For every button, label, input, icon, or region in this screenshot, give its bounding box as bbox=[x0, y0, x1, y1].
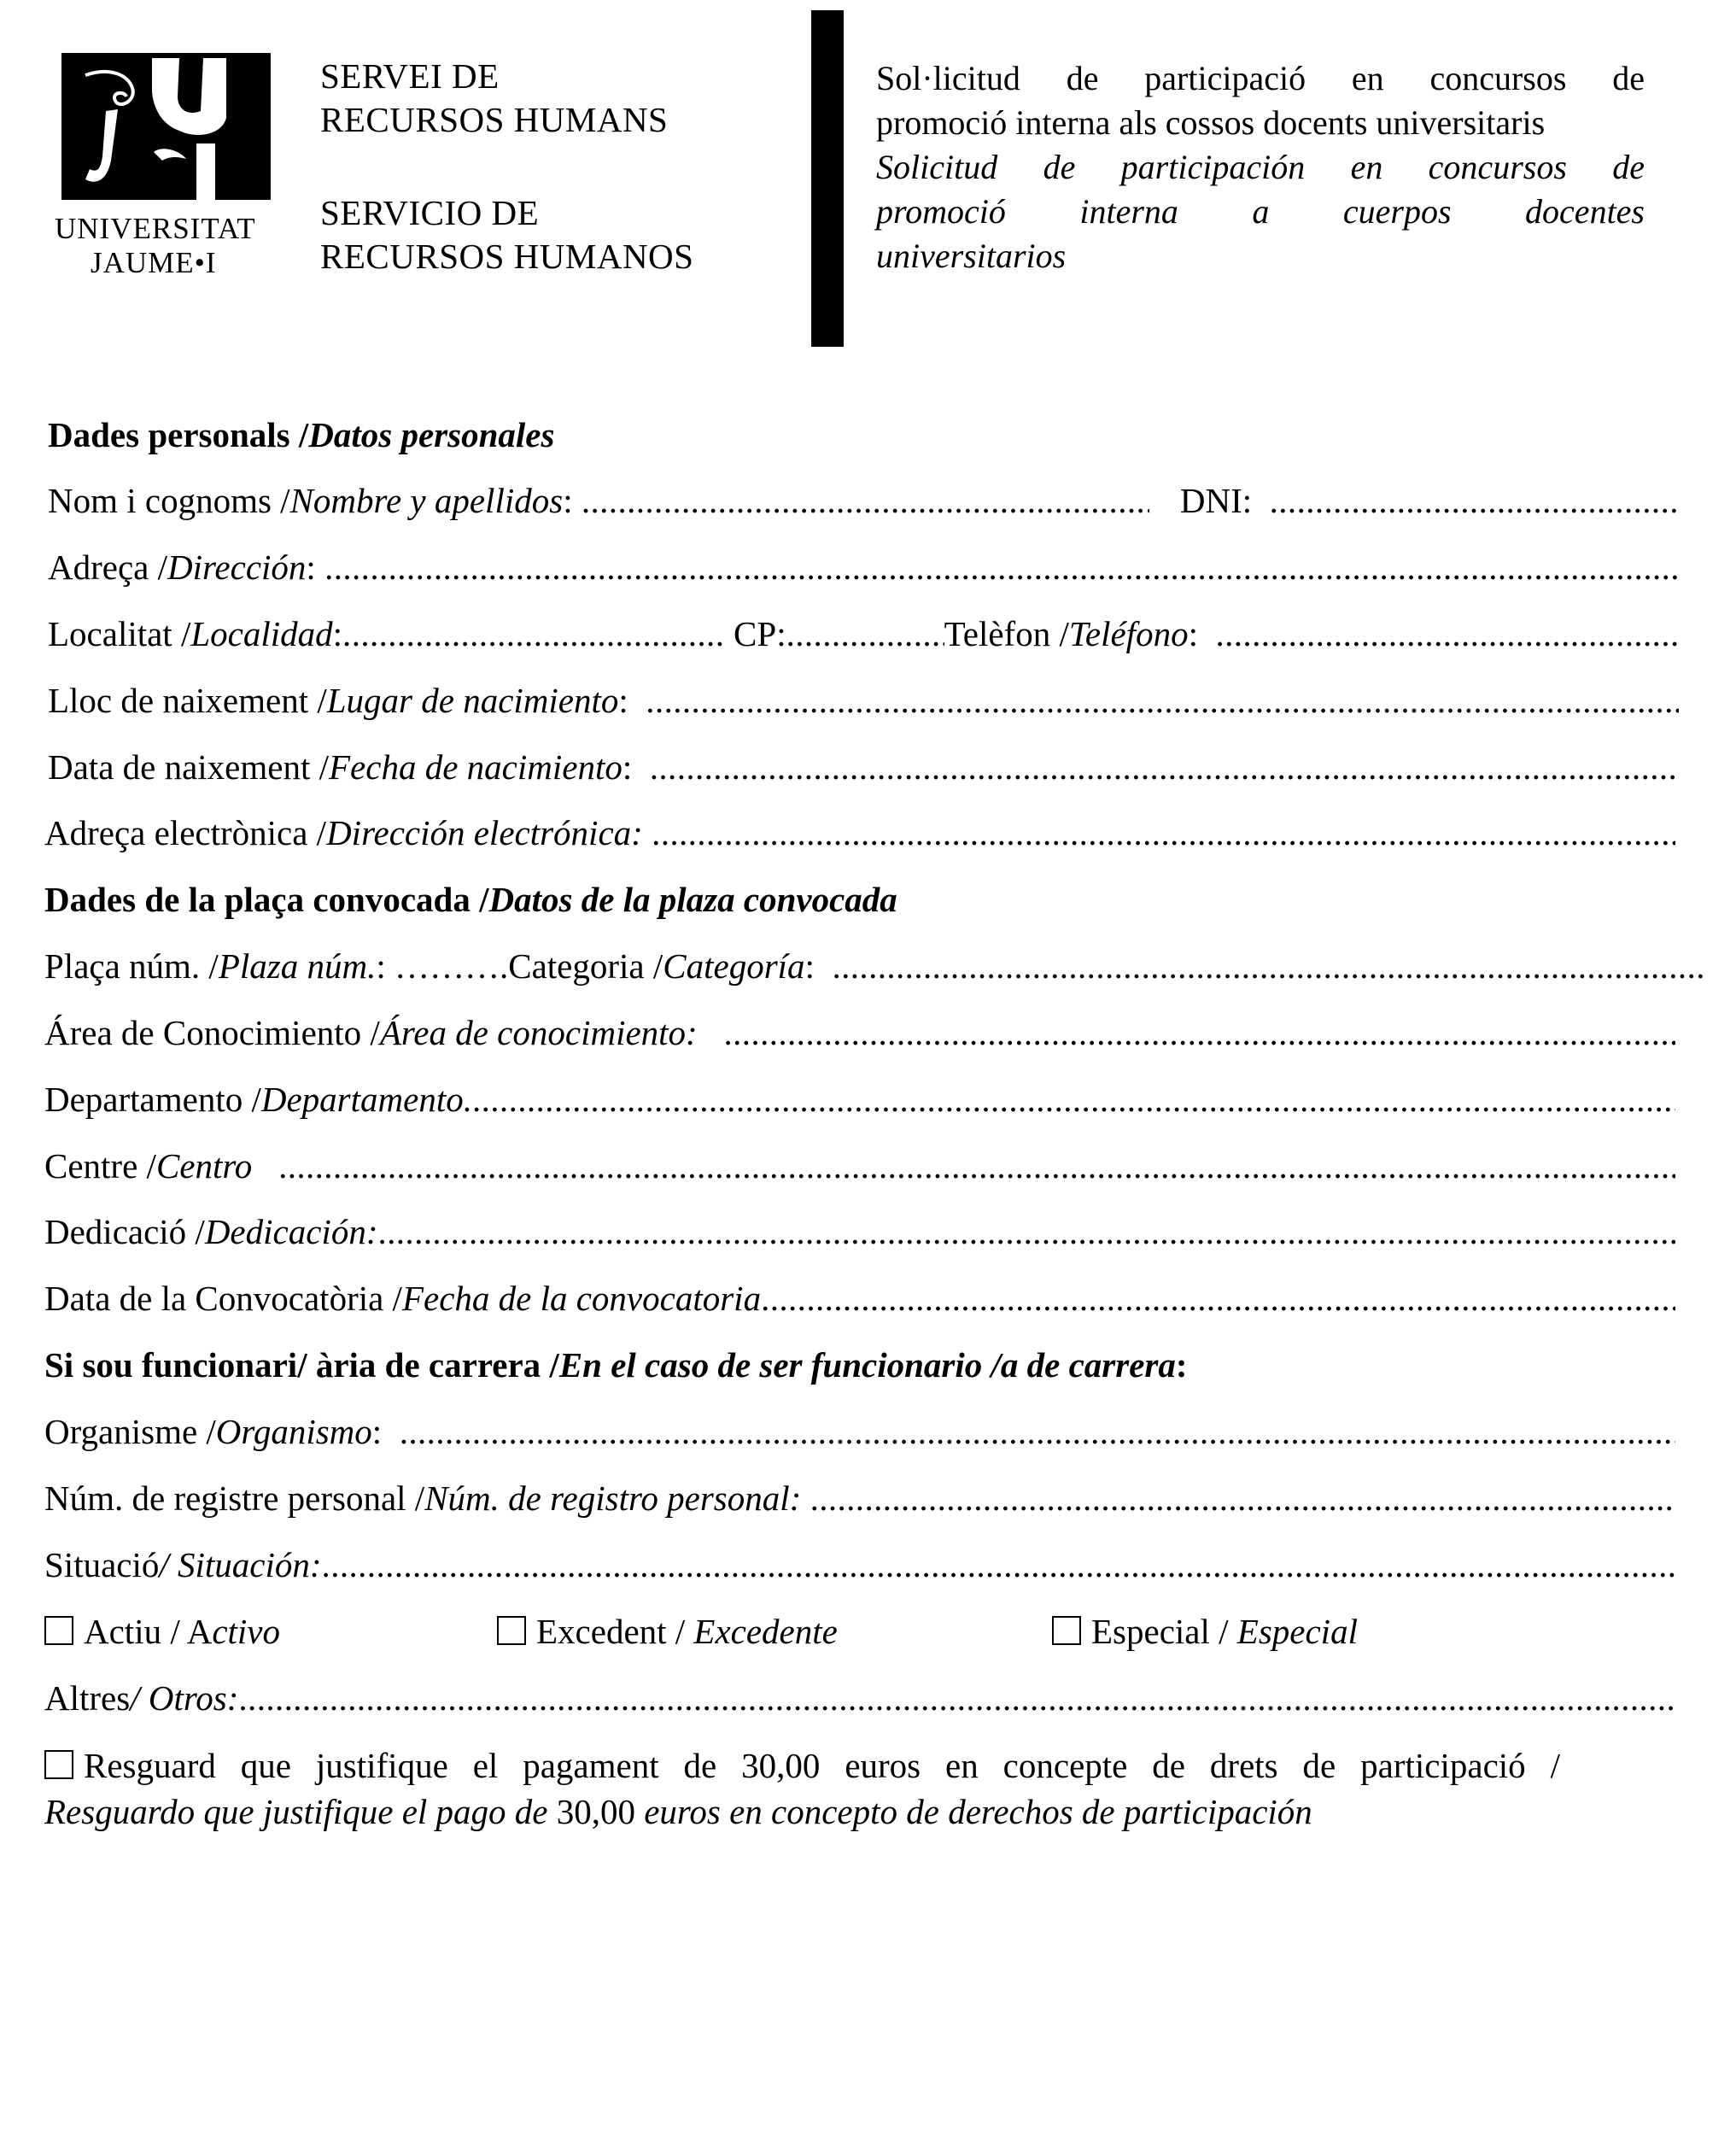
header-divider-bar bbox=[811, 10, 844, 347]
name-input-dots[interactable] bbox=[582, 480, 1149, 521]
colon: : bbox=[306, 547, 325, 587]
option-special[interactable] bbox=[1052, 1611, 1358, 1652]
option-excedent[interactable] bbox=[497, 1611, 1052, 1652]
service-name-ca bbox=[320, 55, 668, 142]
option-label-ca: Especial / bbox=[1091, 1612, 1237, 1651]
registry-input-dots[interactable] bbox=[810, 1478, 1675, 1519]
label-es: Nombre y apellidos bbox=[289, 481, 564, 520]
locality-input-dots[interactable] bbox=[342, 613, 727, 654]
address-input-dots[interactable] bbox=[324, 547, 1679, 588]
centre-input-dots[interactable] bbox=[278, 1145, 1675, 1186]
colon: : bbox=[804, 946, 833, 986]
checkbox-icon[interactable] bbox=[44, 1750, 73, 1779]
title-ca-line1: Sol·licitud de participació en concursos de bbox=[876, 59, 1645, 97]
title-ca-line2: promoció interna als cossos docents universitaris bbox=[876, 103, 1546, 142]
name-field[interactable] bbox=[48, 480, 1679, 528]
heading-ca: Dades de la plaça convocada / bbox=[44, 880, 489, 919]
colon: : bbox=[371, 1412, 400, 1451]
option-label-es: Especial bbox=[1236, 1612, 1358, 1651]
dedication-field[interactable] bbox=[44, 1211, 1675, 1259]
service-es-line2: RECURSOS HUMANOS bbox=[320, 237, 694, 276]
colon: : bbox=[563, 481, 582, 520]
email-field[interactable] bbox=[44, 812, 1675, 860]
heading-ca: Si sou funcionari/ ària de carrera / bbox=[44, 1345, 559, 1385]
position-data-heading bbox=[44, 879, 1675, 927]
heading-es: Datos personales bbox=[308, 415, 555, 454]
cp-input-dots[interactable] bbox=[786, 613, 944, 654]
title-es-line1: Solicitud de participación en concursos de bbox=[876, 148, 1645, 186]
civil-servant-heading bbox=[44, 1344, 1675, 1392]
department-field[interactable] bbox=[44, 1079, 1675, 1127]
label-ca: Data de la Convocatòria / bbox=[44, 1279, 402, 1318]
phone-label-ca: Telèfon / bbox=[944, 614, 1069, 653]
plaza-input-dots[interactable]: : ………. bbox=[376, 946, 509, 986]
birthdate-input-dots[interactable] bbox=[650, 747, 1679, 788]
centre-field[interactable] bbox=[44, 1145, 1675, 1193]
heading-es: Datos de la plaza convocada bbox=[488, 880, 897, 919]
call-date-input-dots[interactable] bbox=[761, 1278, 1675, 1319]
label-ca: Adreça / bbox=[48, 547, 167, 587]
organism-input-dots[interactable] bbox=[400, 1411, 1675, 1452]
phone-input-dots[interactable] bbox=[1215, 613, 1679, 654]
situation-field[interactable] bbox=[44, 1544, 1675, 1592]
logo-name-line1: UNIVERSITAT bbox=[55, 212, 256, 245]
category-label-ca: Categoria / bbox=[508, 946, 663, 986]
area-input-dots[interactable] bbox=[723, 1012, 1675, 1053]
label-es: Dirección bbox=[167, 547, 307, 587]
label-ca: Localitat / bbox=[48, 614, 191, 653]
receipt-line2 bbox=[44, 1789, 1560, 1835]
heading-colon: : bbox=[1175, 1345, 1188, 1385]
department-input-dots[interactable] bbox=[472, 1079, 1675, 1120]
label-es: Área de conocimiento: bbox=[379, 1013, 698, 1052]
others-input-dots[interactable] bbox=[238, 1678, 1675, 1718]
label-es: Organismo bbox=[215, 1412, 372, 1451]
receipt-text-es-b: euros en concepto de derechos de participación bbox=[634, 1792, 1312, 1831]
form-title bbox=[876, 56, 1645, 278]
label-es: Dirección electrónica: bbox=[326, 813, 643, 852]
colon: : bbox=[618, 681, 646, 720]
university-logo bbox=[51, 50, 286, 284]
birthplace-field[interactable] bbox=[48, 680, 1679, 728]
situation-options bbox=[44, 1611, 1675, 1659]
title-es-line3: universitarios bbox=[876, 237, 1067, 275]
label-es: / Otros: bbox=[130, 1678, 239, 1718]
receipt-line1 bbox=[44, 1742, 1560, 1789]
logo-name-line2: JAUME•I bbox=[91, 246, 217, 279]
birthplace-input-dots[interactable] bbox=[646, 680, 1679, 721]
option-active[interactable] bbox=[44, 1611, 497, 1652]
heading-es: En el caso de ser funcionario /a de carrera bbox=[558, 1345, 1176, 1385]
title-es-line2: promoció interna a cuerpos docentes bbox=[876, 192, 1645, 231]
option-label-ca: Excedent / bbox=[536, 1612, 694, 1651]
label-es: Fecha de la convocatoria bbox=[401, 1279, 762, 1318]
label-ca: Centre / bbox=[44, 1146, 156, 1186]
checkbox-icon[interactable] bbox=[497, 1616, 526, 1645]
email-input-dots[interactable] bbox=[652, 812, 1675, 853]
service-ca-line1: SERVEI DE bbox=[320, 56, 500, 96]
checkbox-icon[interactable] bbox=[1052, 1616, 1081, 1645]
label-ca: Plaça núm. / bbox=[44, 946, 219, 986]
receipt-text-es-a: Resguardo que justifique el pago de bbox=[44, 1792, 557, 1831]
receipt-amount: 30,00 bbox=[556, 1792, 635, 1831]
birthdate-field[interactable] bbox=[48, 747, 1679, 794]
label-ca: Núm. de registre personal / bbox=[44, 1478, 425, 1518]
call-date-field[interactable] bbox=[44, 1278, 1675, 1326]
service-ca-line2: RECURSOS HUMANS bbox=[320, 100, 669, 139]
label-es: Departamento. bbox=[260, 1080, 472, 1119]
option-label-es: Excedente bbox=[693, 1612, 838, 1651]
label-ca: Data de naixement / bbox=[48, 747, 330, 787]
organism-field[interactable] bbox=[44, 1411, 1675, 1459]
label-es: / Situación: bbox=[159, 1545, 322, 1584]
label-es: Núm. de registro personal: bbox=[424, 1478, 802, 1518]
label-ca: Organisme / bbox=[44, 1412, 216, 1451]
label-es: Localidad bbox=[190, 614, 333, 653]
label-ca: Lloc de naixement / bbox=[48, 681, 327, 720]
label-es: Plaza núm. bbox=[218, 946, 377, 986]
service-es-line1: SERVICIO DE bbox=[320, 193, 540, 232]
dni-input-dots[interactable] bbox=[1270, 480, 1679, 521]
registry-field[interactable] bbox=[44, 1478, 1675, 1525]
label-es: Fecha de nacimiento bbox=[329, 747, 623, 787]
option-label-ca: Actiu / A bbox=[84, 1612, 213, 1651]
label-ca: Nom i cognoms / bbox=[48, 481, 290, 520]
category-label-es: Categoría bbox=[663, 946, 805, 986]
situation-input-dots[interactable] bbox=[322, 1544, 1675, 1585]
label-ca: Departamento / bbox=[44, 1080, 261, 1119]
heading-ca: Dades personals / bbox=[48, 415, 309, 454]
colon: : bbox=[332, 614, 343, 653]
colon: : bbox=[622, 747, 650, 787]
label-ca: Altres bbox=[44, 1678, 131, 1718]
label-ca: Área de Conocimiento / bbox=[44, 1013, 380, 1052]
personal-data-heading bbox=[48, 414, 1679, 462]
label-es: Centro bbox=[155, 1146, 253, 1186]
area-field[interactable] bbox=[44, 1012, 1675, 1060]
receipt-text-ca: Resguard que justifique el pagament de 30,00 euros en concepte de drets de participació / bbox=[84, 1746, 1560, 1785]
receipt-checkbox-item[interactable] bbox=[44, 1742, 1560, 1835]
label-ca: Situació bbox=[44, 1545, 160, 1584]
label-es: Lugar de nacimiento bbox=[326, 681, 619, 720]
cp-label: CP: bbox=[734, 614, 786, 653]
dedication-input-dots[interactable] bbox=[377, 1211, 1675, 1252]
option-label-es: ctivo bbox=[212, 1612, 281, 1651]
address-field[interactable] bbox=[48, 547, 1679, 594]
label-es: Dedicación: bbox=[204, 1212, 378, 1251]
checkbox-icon[interactable] bbox=[44, 1616, 73, 1645]
label-ca: Dedicació / bbox=[44, 1212, 205, 1251]
others-field[interactable] bbox=[44, 1678, 1675, 1725]
phone-label-es: Teléfono bbox=[1068, 614, 1189, 653]
service-name-es bbox=[320, 191, 693, 278]
colon: : bbox=[1188, 614, 1216, 653]
locality-field[interactable] bbox=[48, 613, 1679, 661]
dni-label: DNI: bbox=[1179, 481, 1253, 520]
category-input-dots[interactable] bbox=[832, 946, 1705, 987]
label-ca: Adreça electrònica / bbox=[44, 813, 327, 852]
plaza-field[interactable] bbox=[44, 946, 1705, 993]
